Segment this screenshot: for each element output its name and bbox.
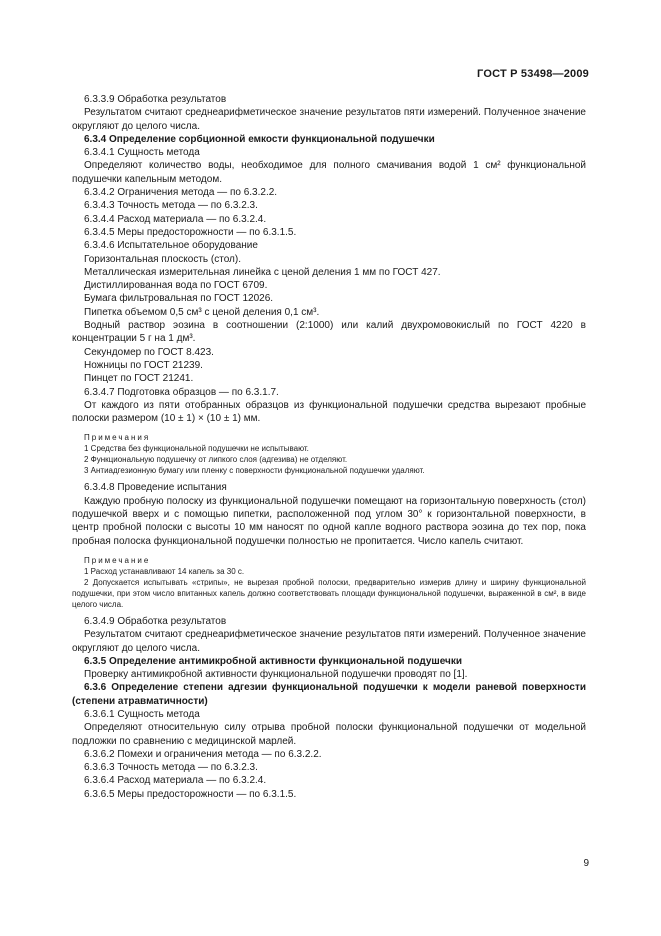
note-item: 2 Функциональную подушечку от липкого слоя (адгезива) не отделяют. bbox=[84, 455, 348, 465]
note-item: 1 Средства без функциональной подушечки не испытывают. bbox=[84, 444, 309, 454]
subsection-heading: 6.3.4.6 Испытательное оборудование bbox=[84, 240, 258, 252]
paragraph: От каждого из пяти отобранных образцов из функциональной подушечки средства вырезают пробные полоски размером (10 ± 1) × (10 ± 1) мм. bbox=[72, 399, 586, 425]
subsection-heading: 6.3.3.9 Обработка результатов bbox=[84, 94, 227, 105]
subsection-heading: 6.3.6.1 Сущность метода bbox=[84, 708, 200, 720]
note-item: 2 Допускается испытывать «стрипы», не вырезая пробной полоски, предварительно измерив длину и ширину функциональной подушечки, при этом число впитанных капель должно соответствовать площади функциональной подушечки, выраженной в см², в виде целого числа. bbox=[72, 577, 586, 609]
paragraph: 6.3.6.4 Расход материала — по 6.3.2.4. bbox=[84, 775, 267, 787]
equipment-item: Водный раствор эозина в соотношении (2:1000) или калий двухромовокислый по ГОСТ 4220 в концентрации 5 г на 1 дм³. bbox=[72, 320, 586, 345]
paragraph: 6.3.6.2 Помехи и ограничения метода — по 6.3.2.2. bbox=[84, 748, 322, 760]
note-heading: Примечания bbox=[84, 433, 151, 443]
equipment-item: Пинцет по ГОСТ 21241. bbox=[84, 373, 194, 385]
paragraph: Каждую пробную полоску из функциональной подушечки помещают на горизонтальную поверхность (стол) подушечкой вверх и с помощью пипетки, расположенной под углом 30° к горизонтальной поверхности, в центр пробной полоски с высоты 10 мм наносят по одной капле водного раствора эозина до тех пор, пока пробная полоска функциональной подушечки полностью не пропитается. Число капель считают. bbox=[72, 495, 586, 547]
paragraph: 6.3.4.5 Меры предосторожности — по 6.3.1.5. bbox=[84, 226, 297, 238]
paragraph: 6.3.4.2 Ограничения метода — по 6.3.2.2. bbox=[84, 187, 278, 199]
equipment-item: Ножницы по ГОСТ 21239. bbox=[84, 359, 203, 371]
equipment-item: Бумага фильтровальная по ГОСТ 12026. bbox=[84, 293, 274, 305]
paragraph: 6.3.6.5 Меры предосторожности — по 6.3.1.5. bbox=[84, 788, 297, 800]
equipment-item: Металлическая измерительная линейка с ценой деления 1 мм по ГОСТ 427. bbox=[84, 266, 441, 278]
paragraph: 6.3.4.4 Расход материала — по 6.3.2.4. bbox=[84, 213, 267, 225]
paragraph: Результатом считают среднеарифметическое значение результатов пяти измерений. Полученное значение округляют до целого числа. bbox=[72, 107, 586, 132]
equipment-item: Секундомер по ГОСТ 8.423. bbox=[84, 346, 214, 358]
page-body bbox=[72, 93, 586, 801]
paragraph: 6.3.4.7 Подготовка образцов — по 6.3.1.7. bbox=[84, 386, 279, 398]
paragraph: 6.3.4.3 Точность метода — по 6.3.2.3. bbox=[84, 200, 258, 212]
subsection-heading: 6.3.4.1 Сущность метода bbox=[84, 147, 200, 159]
paragraph: Результатом считают среднеарифметическое значение результатов пяти измерений. Полученное значение округляют до целого числа. bbox=[72, 629, 586, 654]
document-number: ГОСТ Р 53498—2009 bbox=[477, 68, 589, 80]
section-heading: 6.3.5 Определение антимикробной активности функциональной подушечки bbox=[84, 655, 463, 667]
section-heading: 6.3.4 Определение сорбционной емкости функциональной подушечки bbox=[84, 133, 435, 145]
note-item: 3 Антиадгезионную бумагу или пленку с поверхности функциональной подушечки удаляют. bbox=[84, 466, 425, 476]
note-item: 1 Расход устанавливают 14 капель за 30 с. bbox=[84, 566, 245, 576]
paragraph: Проверку антимикробной активности функциональной подушечки проводят по [1]. bbox=[84, 669, 468, 681]
paragraph: 6.3.6.3 Точность метода — по 6.3.2.3. bbox=[84, 762, 258, 774]
subsection-heading: 6.3.4.8 Проведение испытания bbox=[84, 482, 227, 494]
paragraph: Определяют количество воды, необходимое для полного смачивания водой 1 см² функциональной подушечки капельным методом. bbox=[72, 160, 586, 185]
equipment-item: Пипетка объемом 0,5 см³ с ценой деления 0,1 см³. bbox=[84, 306, 320, 318]
equipment-item: Дистиллированная вода по ГОСТ 6709. bbox=[84, 280, 268, 292]
note-heading: Примечание bbox=[84, 555, 151, 565]
page-number: 9 bbox=[583, 858, 589, 869]
paragraph: Определяют относительную силу отрыва пробной полоски функциональной подушечки от модельной подложки по сравнению с медицинской марлей. bbox=[72, 722, 586, 747]
section-heading: 6.3.6 Определение степени адгезии функциональной подушечки к модели раневой поверхности (степени атравматичности) bbox=[72, 682, 586, 707]
equipment-item: Горизонтальная плоскость (стол). bbox=[84, 253, 241, 265]
subsection-heading: 6.3.4.9 Обработка результатов bbox=[84, 615, 227, 627]
